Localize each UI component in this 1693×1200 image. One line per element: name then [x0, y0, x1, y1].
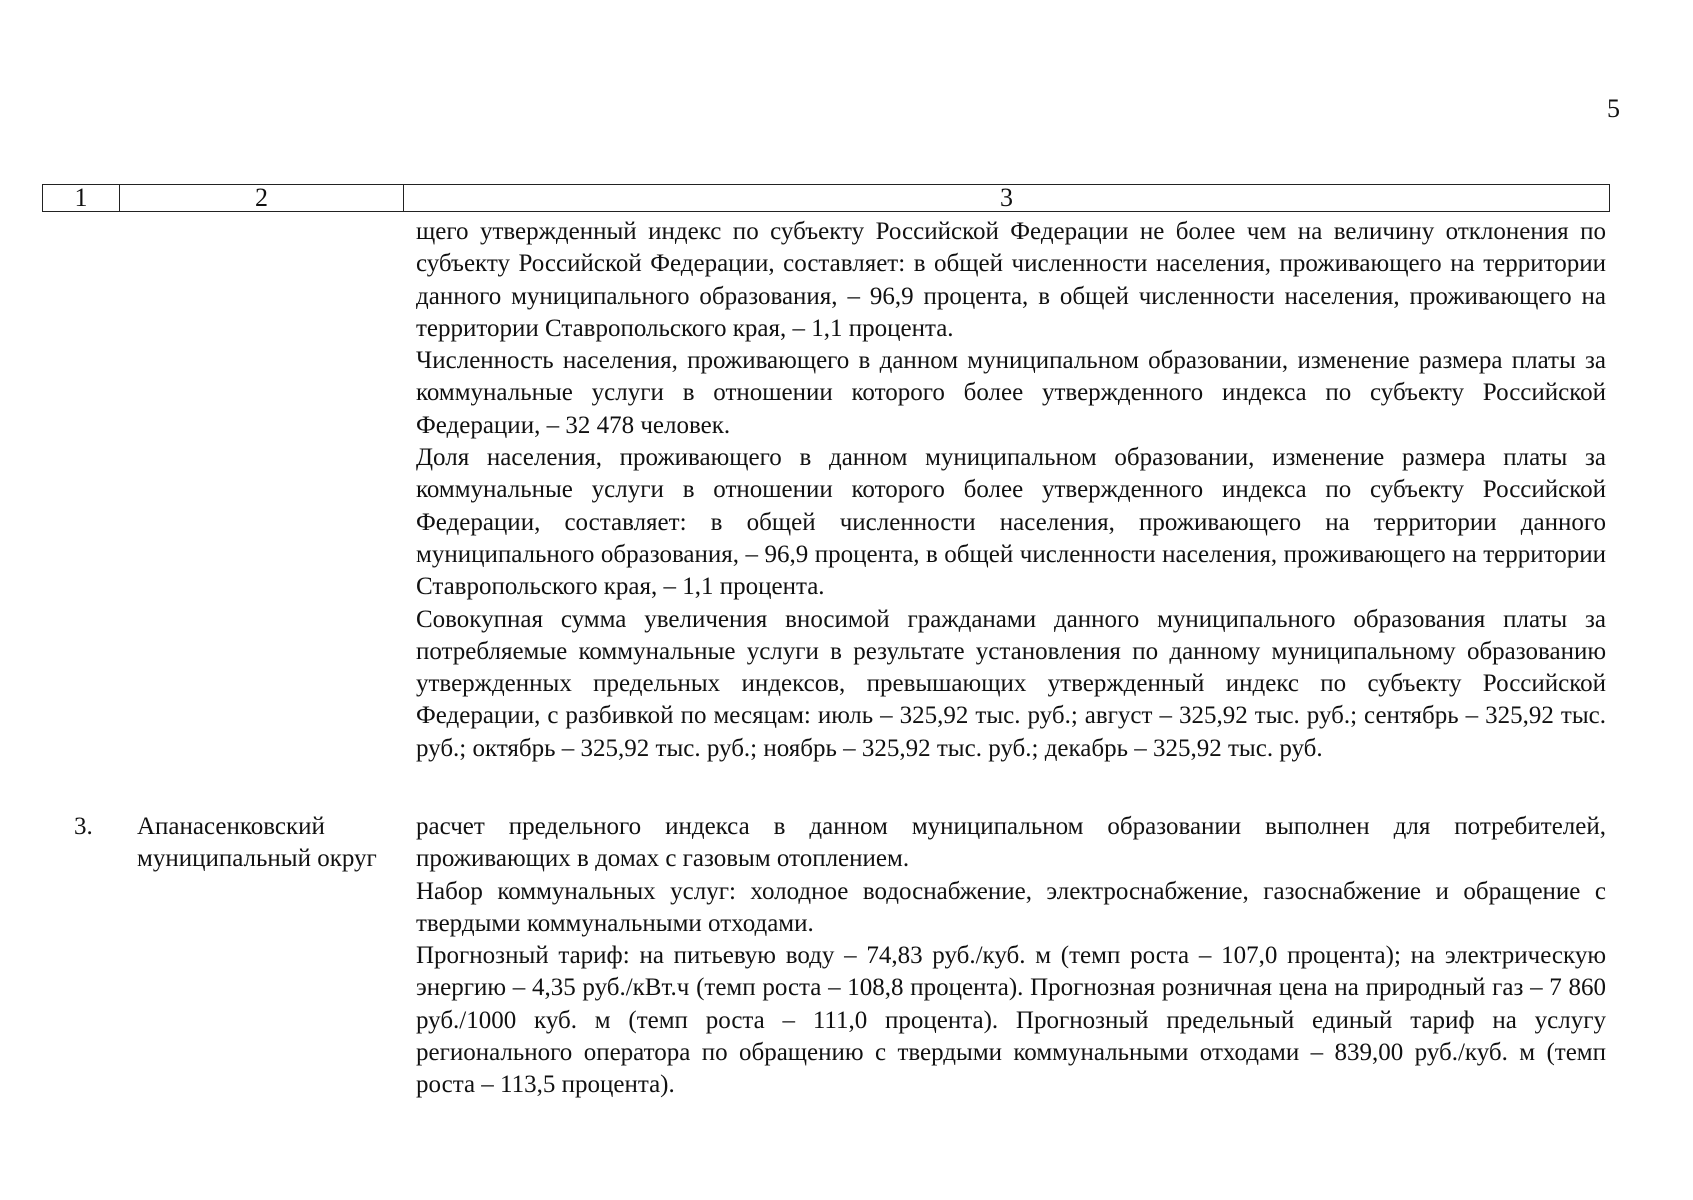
row-paragraph: Набор коммунальных услуг: холодное водоснабжение, электроснабжение, газоснабжение и обращение с твердыми коммунальными отходами. — [416, 877, 1606, 937]
table-header-col-3: 3 — [1000, 183, 1013, 212]
continuation-paragraph: щего утвержденный индекс по субъекту Российской Федерации не более чем на величину отклонения по субъекту Российской Федерации, составляет: в общей численности населения, проживающего на территории данного муниципального образования, – 96,9 процента, в общей численности населения, проживающего на территории Ставропольского края, – 1,1 процента. — [416, 218, 1606, 342]
table-header-col-1: 1 — [43, 185, 120, 211]
page-number: 5 — [1607, 94, 1620, 123]
continuation-paragraph: Доля населения, проживающего в данном муниципальном образовании, изменение размера платы за коммунальные услуги в отношении которого более утвержденного индекса по субъекту Российской Федерации, составляет: в общей численности населения, проживающего на территории данного муниципального образования, – 96,9 процента, в общей численности населения, проживающего на территории Ставропольского края, – 1,1 процента. — [416, 444, 1606, 601]
table-header-col-2: 2 — [120, 185, 404, 211]
continuation-paragraph: Совокупная сумма увеличения вносимой гражданами данного муниципального образования платы за потребляемые коммунальные услуги в результате установления по данному муниципальному образованию утвержденных предельных индексов, превышающих утвержденный индекс по субъекту Российской Федерации, с разбивкой по месяцам: июль – 325,92 тыс. руб.; август – 325,92 тыс. руб.; сентябрь – 325,92 тыс. руб.; октябрь – 325,92 тыс. руб.; ноябрь – 325,92 тыс. руб.; декабрь – 325,92 тыс. руб. — [416, 605, 1606, 762]
municipality-name: Апанасенковский муниципальный округ — [137, 813, 377, 872]
table-header-row — [42, 184, 1610, 212]
row-description-cell — [416, 811, 1606, 1102]
continuation-paragraph: Численность населения, проживающего в данном муниципальном образовании, изменение размера платы за коммунальные услуги в отношении которого более утвержденного индекса по субъекту Российской Федерации, – 32 478 человек. — [416, 347, 1606, 439]
row-number: 3. — [74, 813, 93, 840]
row-paragraph: Прогнозный тариф: на питьевую воду – 74,83 руб./куб. м (темп роста – 107,0 процента); на электрическую энергию – 4,35 руб./кВт.ч (темп роста – 108,8 процента). Прогнозная розничная цена на природный газ – 7 860 руб./1000 куб. м (темп роста – 111,0 процента). Прогнозный предельный единый тариф на услугу регионального оператора по обращению с твердыми коммунальными отходами – 839,00 руб./куб. м (темп роста – 113,5 процента). — [416, 942, 1606, 1099]
row-paragraph: расчет предельного индекса в данном муниципальном образовании выполнен для потребителей, проживающих в домах с газовым отоплением. — [416, 813, 1606, 873]
continuation-cell — [416, 216, 1606, 765]
